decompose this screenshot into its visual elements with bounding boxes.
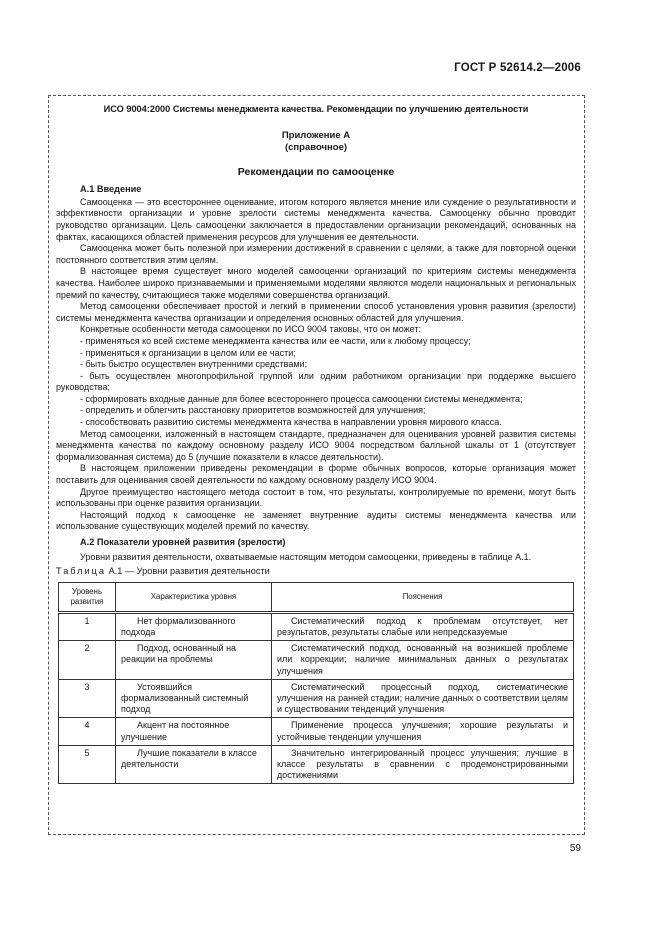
a2-paragraph: Уровни развития деятельности, охватываемые настоящим методом самооценки, приведены в таблице А.1. — [80, 551, 532, 562]
list-item: - сформировать входные данные для более всестороннего процесса самооценки системы менеджмента; — [80, 393, 523, 404]
list-item: - применяться к организации в целом или ее части; — [80, 347, 296, 358]
list-item: - определить и облегчить расстановку приоритетов возможностей для улучшения; — [80, 405, 426, 416]
cell-level: 5 — [59, 745, 116, 784]
a2-heading: А.2 Показатели уровней развития (зрелости) — [80, 537, 286, 547]
a1-paragraph: Самооценка может быть полезной при измерении достижений в сравнении с целями, а также для повторной оценки постоянного соответствия этим целям. — [56, 243, 576, 265]
table-caption-text: А.1 — Уровни развития деятельности — [108, 566, 270, 577]
cell-characteristic: Акцент на постоянное улучшение — [116, 718, 272, 745]
a1-paragraph: Настоящий подход к самооценке не заменяет внутренние аудиты системы менеджмента качества или использование существующих моделей премий по качеству. — [56, 509, 576, 532]
a1-paragraph: Конкретные особенности метода самооценки по ИСО 9004 таковы, что он может: — [80, 324, 422, 335]
document-code: ГОСТ Р 52614.2—2006 — [454, 62, 581, 74]
cell-characteristic: Лучшие показатели в классе деятельности — [116, 745, 272, 784]
page-content — [56, 104, 576, 784]
cell-level: 2 — [59, 641, 116, 680]
table-caption — [56, 566, 576, 578]
cell-explanation: Значительно интегрированный процесс улучшения; лучшие в классе результаты в сравнении с продемонстрированными достижениями — [272, 745, 574, 784]
list-item: - способствовать развитию системы менеджмента качества в направлении уровня мирового класса. — [80, 417, 502, 428]
standard-title: ИСО 9004:2000 Системы менеджмента качества. Рекомендации по улучшению деятельности — [103, 104, 529, 114]
table-row — [59, 679, 574, 718]
annex-subtitle: (справочное) — [284, 141, 348, 153]
table-row — [59, 641, 574, 680]
a1-heading: А.1 Введение — [80, 184, 142, 195]
cell-characteristic: Устоявшийся формализованный системный подход — [116, 679, 272, 718]
cell-characteristic: Нет формализованного подхода — [116, 612, 272, 640]
table-row — [59, 718, 574, 745]
header-characteristic: Характеристика уровня — [116, 582, 272, 612]
cell-explanation: Систематический подход к проблемам отсутствует, нет результатов, результаты слабые или непредсказуемые — [272, 612, 574, 640]
table-row — [59, 745, 574, 784]
cell-level: 1 — [59, 612, 116, 640]
list-item: - быть быстро осуществлен внутренними средствами; — [80, 359, 308, 370]
cell-characteristic: Подход, основанный на реакции на проблемы — [116, 641, 272, 680]
a1-paragraph: Метод самооценки обеспечивает простой и легкий в применении способ установления уровня развития (зрелости) системы менеджмента качества организации и определения основных областей для улучшения. — [56, 301, 576, 323]
features-list — [56, 336, 576, 429]
annex-title: Приложение А — [281, 129, 351, 141]
a1-paragraph: В настоящем приложении приведены рекомендации в форме обычных вопросов, которые организация может поставить для оценивания своей деятельности по каждому основному разделу ИСО 9004. — [56, 463, 576, 486]
cell-explanation: Систематический процессный подход, систематические улучшения на ранней стадии; наличие данных о соответствии целям и существовании тенденций улучшения — [272, 679, 574, 718]
cell-level: 3 — [59, 679, 116, 718]
cell-explanation: Применение процесса улучшения; хорошие результаты и устойчивые тенденции улучшения — [272, 718, 574, 745]
header-level: Уровень развития — [59, 582, 116, 612]
section-title: Рекомендации по самооценке — [237, 165, 395, 178]
a1-paragraph: Самооценка — это всестороннее оценивание, итогом которого является мнение или суждение о результативности и эффективности организации и уровне зрелости системы менеджмента качества. Самооценку обычно проводит руководство организации. Цель самооценки заключается в предоставлении организации рекомендаций, основанных на фактах, касающихся областей применения ресурсов для улучшения ее деятельности. — [56, 196, 576, 242]
list-item: - быть осуществлен многопрофильной группой или одним работником организации при поддержке высшего руководства; — [56, 370, 576, 393]
table-header-row — [59, 582, 574, 612]
cell-level: 4 — [59, 718, 116, 745]
table-row — [59, 612, 574, 640]
list-item: - применяться ко всей системе менеджмента качества или ее части, или к любому процессу; — [80, 335, 471, 346]
maturity-levels-table — [58, 582, 574, 785]
header-explanation: Пояснения — [272, 582, 574, 612]
page-number: 59 — [569, 843, 581, 854]
table-caption-label: Таблица — [56, 566, 107, 577]
a1-paragraph: Другое преимущество настоящего метода состоит в том, что результаты, контролируемые по времени, могут быть использованы при оценке развития организации. — [56, 486, 576, 509]
a1-paragraph: Метод самооценки, изложенный в настоящем стандарте, предназначен для оценивания уровней развития системы менеджмента качества по каждому основному разделу ИСО 9004 посредством балльной шкалы от 1 (отсутствует формализованная система) до 5 (лучшие показатели в классе деятельности). — [56, 428, 576, 462]
a1-paragraph: В настоящее время существует много моделей самооценки организаций по критериям системы менеджмента качества. Наиболее широко признаваемыми и применяемыми моделями являются модели национальных и региональных премий по качеству, считающиеся также моделями совершенства организаций. — [56, 266, 576, 300]
cell-explanation: Систематический подход, основанный на возникшей проблеме или коррекции; наличие минимальных данных о результатах улучшения — [272, 641, 574, 680]
